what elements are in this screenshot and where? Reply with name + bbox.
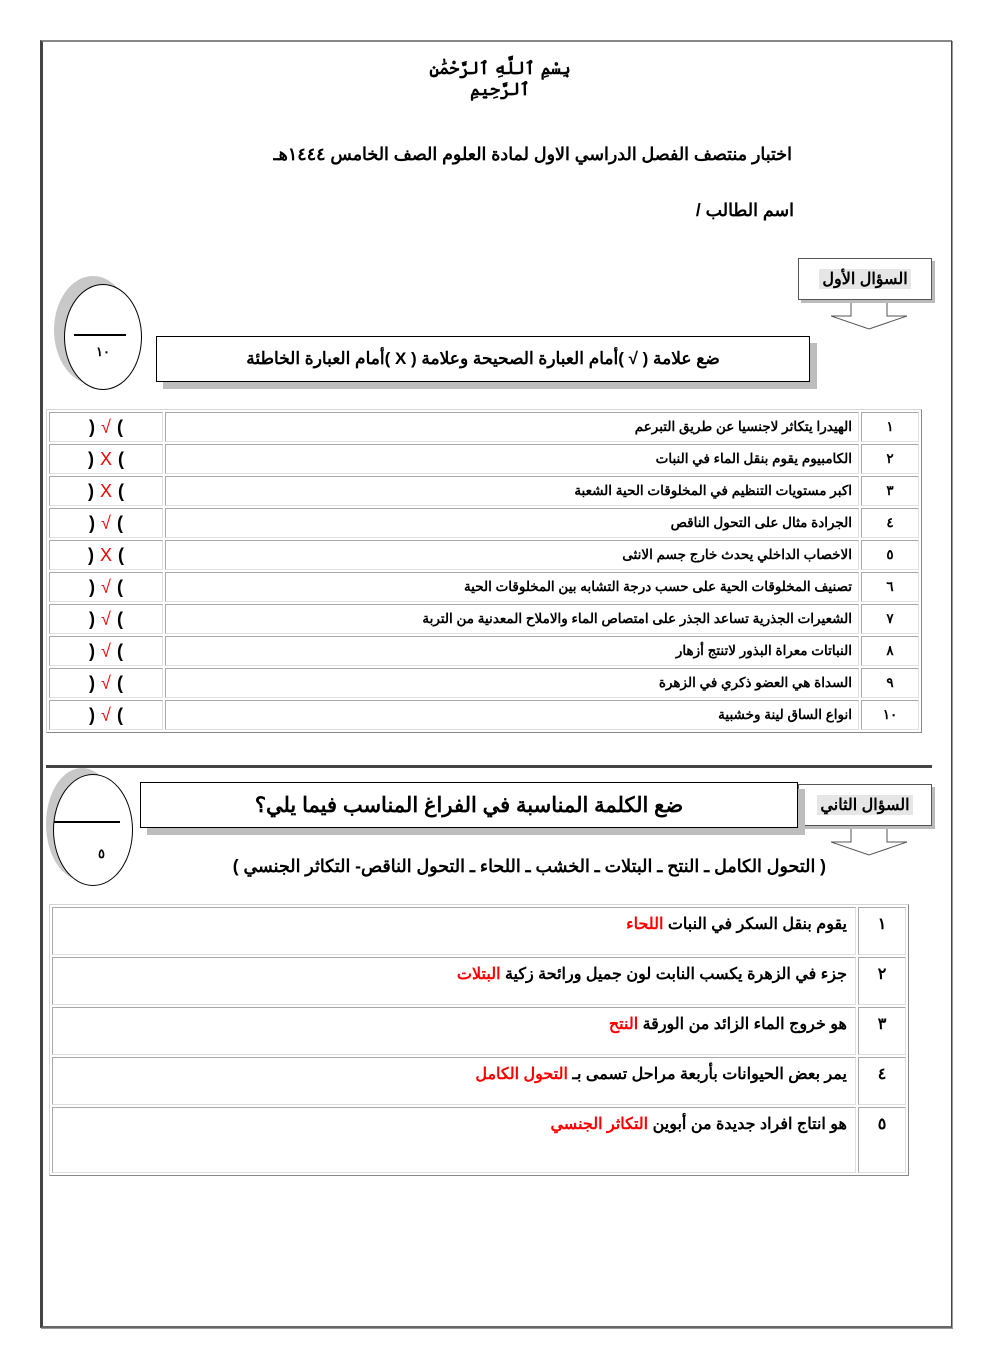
question1-label-callout (798, 258, 932, 330)
table-row (49, 412, 919, 442)
item-statement: انواع الساق لينة وخشبية (165, 700, 859, 730)
item-number: ٣ (858, 1007, 906, 1055)
item-number: ٧ (861, 604, 919, 634)
item-statement: الاخصاب الداخلي يحدث خارج جسم الانثى (165, 540, 859, 570)
question2-label-callout (798, 784, 932, 856)
fill-blank-cell[interactable] (52, 957, 856, 1005)
answer-cell[interactable]: )√( (49, 668, 163, 698)
answer-text: النتح (608, 1016, 639, 1033)
item-number: ١ (861, 412, 919, 442)
answer-cell[interactable]: )√( (49, 572, 163, 602)
table-row (52, 907, 906, 955)
question2-score-circle (46, 768, 138, 890)
item-number: ١٠ (861, 700, 919, 730)
item-statement: الجرادة مثال على التحول الناقص (165, 508, 859, 538)
answer-cell[interactable]: )X( (49, 540, 163, 570)
answer-text: التكاثر الجنسي (550, 1116, 649, 1133)
table-row (49, 700, 919, 730)
answer-mark: √ (101, 576, 111, 597)
table-row (52, 1007, 906, 1055)
down-arrow-icon (831, 826, 907, 856)
answer-mark: √ (101, 512, 111, 533)
question1-score-total: ١٠ (96, 344, 110, 359)
exam-title: اختبار منتصف الفصل الدراسي الاول لمادة العلوم الصف الخامس ١٤٤٤هـ (273, 144, 792, 164)
student-name-label: اسم الطالب / (695, 200, 794, 220)
table-row (49, 572, 919, 602)
table-row (49, 476, 919, 506)
fill-blank-cell[interactable] (52, 1057, 856, 1105)
item-number: ٨ (861, 636, 919, 666)
item-number: ٤ (861, 508, 919, 538)
item-number: ٦ (861, 572, 919, 602)
answer-cell[interactable]: )√( (49, 508, 163, 538)
table-row (49, 540, 919, 570)
answer-mark: √ (101, 416, 111, 437)
item-statement: اكبر مستويات التنظيم في المخلوقات الحية الشعبة (165, 476, 859, 506)
item-number: ٣ (861, 476, 919, 506)
fill-blank-cell[interactable] (52, 1007, 856, 1055)
item-number: ٥ (861, 540, 919, 570)
section-divider (46, 765, 932, 768)
answer-mark: √ (101, 704, 111, 725)
down-arrow-icon (831, 300, 907, 330)
item-statement: النباتات معراة البذور لاتنتج أزهار (165, 636, 859, 666)
item-number: ٩ (861, 668, 919, 698)
item-statement: هو خروج الماء الزائد من الورقة (638, 1016, 847, 1033)
item-statement: الهيدرا يتكاثر لاجنسيا عن طريق التبرعم (165, 412, 859, 442)
table-row (49, 444, 919, 474)
item-statement: الشعيرات الجذرية تساعد الجذر على امتصاص الماء والاملاح المعدنية من التربة (165, 604, 859, 634)
answer-cell[interactable]: )√( (49, 636, 163, 666)
answer-mark: X (99, 448, 112, 469)
question1-score-circle (54, 276, 146, 394)
question1-table (46, 409, 922, 733)
question1-label: السؤال الأول (819, 269, 910, 289)
answer-mark: X (99, 480, 112, 501)
answer-cell[interactable]: )√( (49, 412, 163, 442)
question2-score-total: ٥ (98, 846, 105, 861)
table-row (49, 668, 919, 698)
question2-label: السؤال الثاني (817, 795, 912, 815)
table-row (52, 957, 906, 1005)
answer-mark: X (99, 544, 112, 565)
item-statement: هو انتاج افراد جديدة من أبوين (648, 1116, 847, 1133)
answer-cell[interactable]: )X( (49, 476, 163, 506)
table-row (52, 1107, 906, 1173)
item-statement: يمر بعض الحيوانات بأربعة مراحل تسمى بـ (567, 1066, 847, 1083)
word-bank: ( التحول الكامل ـ النتح ـ البتلات ـ الخشب ـ اللحاء ـ التحول الناقص- التكاثر الجنسي ) (232, 856, 826, 876)
answer-text: التحول الكامل (475, 1066, 568, 1083)
fill-blank-cell[interactable] (52, 907, 856, 955)
fill-blank-cell[interactable] (52, 1107, 856, 1173)
item-statement: يقوم بنقل السكر في النبات (663, 916, 847, 933)
question2-instruction: ضع الكلمة المناسبة في الفراغ المناسب فيما يلي؟ (140, 782, 798, 828)
answer-text: اللحاء (626, 916, 664, 933)
item-number: ٥ (858, 1107, 906, 1173)
item-number: ٤ (858, 1057, 906, 1105)
item-statement: تصنيف المخلوقات الحية على حسب درجة التشابه بين المخلوقات الحية (165, 572, 859, 602)
answer-cell[interactable]: )√( (49, 700, 163, 730)
table-row (49, 508, 919, 538)
question2-table (49, 904, 909, 1176)
item-statement: الكامبيوم يقوم بنقل الماء في النبات (165, 444, 859, 474)
answer-mark: √ (101, 640, 111, 661)
answer-cell[interactable]: )X( (49, 444, 163, 474)
table-row (52, 1057, 906, 1105)
basmala: بِسْمِ ٱللَّهِ ٱلرَّحْمَٰنِ ٱلرَّحِيمِ (429, 59, 571, 100)
question1-instruction: ضع علامة ( √ )أمام العبارة الصحيحة وعلامة ( X )أمام العبارة الخاطئة (156, 336, 810, 382)
item-number: ١ (858, 907, 906, 955)
table-row (49, 604, 919, 634)
item-statement: السداة هي العضو ذكري في الزهرة (165, 668, 859, 698)
item-number: ٢ (861, 444, 919, 474)
answer-mark: √ (101, 672, 111, 693)
answer-cell[interactable]: )√( (49, 604, 163, 634)
answer-mark: √ (101, 608, 111, 629)
item-number: ٢ (858, 957, 906, 1005)
item-statement: جزء في الزهرة يكسب النابت لون جميل ورائحة زكية (500, 966, 847, 983)
table-row (49, 636, 919, 666)
answer-text: البتلات (456, 966, 501, 983)
